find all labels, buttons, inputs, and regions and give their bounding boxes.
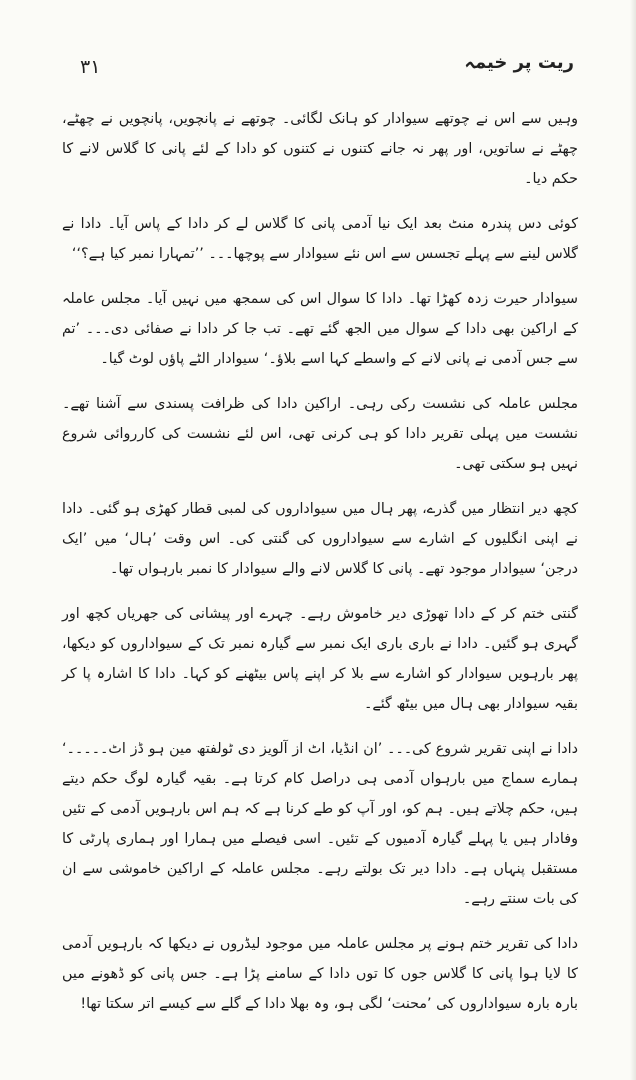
- paragraph: مجلس عاملہ کی نشست رکی رہی۔ اراکین دادا کی ظرافت پسندی سے آشنا تھے۔ نشست میں پہلی تقریر دادا کو ہی کرنی تھی، اس لئے نشست کی کارروائی شروع نہیں ہو سکتی تھی۔: [62, 396, 578, 472]
- paragraph: دادا نے اپنی تقریر شروع کی۔۔۔ ’ان انڈیا، اٹ از آلویز دی ٹولفتھ مین ہو ڈز اٹ۔۔۔۔۔‘ ہمارے سماج میں بارہواں آدمی ہی دراصل کام کرتا ہے۔ بقیہ گیارہ لوگ حکم دیتے ہیں، حکم چلاتے ہیں۔ ہم کو، اور آپ کو طے کرنا ہے کہ ہم اس بارہویں آدمی کے تئیں وفادار ہیں یا پہلے گیارہ آدمیوں کے تئیں۔ اسی فیصلے میں ہمارا اور ہماری پارٹی کا مستقبل پنہاں ہے۔ دادا دیر تک بولتے رہے۔ مجلس عاملہ کے اراکین خاموشی سے ان کی بات سنتے رہے۔: [62, 741, 578, 907]
- page-number: ۳۱: [80, 56, 101, 78]
- paragraph: کوئی دس پندرہ منٹ بعد ایک نیا آدمی پانی کا گلاس لے کر دادا کے پاس آیا۔ دادا نے گلاس لینے سے پہلے تجسس سے اس نئے سیوادار سے پوچھا۔۔۔ ’’تمہارا نمبر کیا ہے؟‘‘: [62, 216, 578, 262]
- paragraph: سیوادار حیرت زدہ کھڑا تھا۔ دادا کا سوال اس کی سمجھ میں نہیں آیا۔ مجلس عاملہ کے اراکین بھی دادا کے سوال میں الجھ گئے تھے۔ تب جا کر دادا نے صفائی دی۔۔۔ ’تم سے جس آدمی نے پانی لانے کے واسطے کہا اسے بلاؤ۔‘ سیوادار الٹے پاؤں لوٹ گیا۔: [62, 291, 578, 367]
- running-title: ریت پر خیمہ: [464, 52, 574, 73]
- paragraph: دادا کی تقریر ختم ہونے پر مجلس عاملہ میں موجود لیڈروں نے دیکھا کہ بارہویں آدمی کا لایا ہوا پانی کا گلاس جوں کا توں دادا کے سامنے پڑا ہے۔ جس پانی کو ڈھونے میں بارہ بارہ سیواداروں کی ’محنت‘ لگی ہو، وہ بھلا دادا کے گلے سے کیسے اتر سکتا تھا!: [62, 936, 578, 1012]
- page-edge-shadow: [630, 0, 636, 1080]
- paragraph: گنتی ختم کر کے دادا تھوڑی دیر خاموش رہے۔ چہرے اور پیشانی کی جھریاں کچھ اور گہری ہو گئیں۔ دادا نے باری باری ایک نمبر سے گیارہ نمبر تک کے سیواداروں کو دیکھا، پھر بارہویں سیوادار کو اشارے سے بلا کر اپنے پاس بیٹھنے کو کہا۔ دادا کا اشارہ پا کر بقیہ سیوادار بھی ہال میں بیٹھ گئے۔: [62, 606, 578, 712]
- paragraph: کچھ دیر انتظار میں گذرے، پھر ہال میں سیواداروں کی لمبی قطار کھڑی ہو گئی۔ دادا نے اپنی انگلیوں کے اشارے سے سیواداروں کی گنتی کی۔ اس وقت ’ہال‘ میں ’ایک درجن‘ سیوادار موجود تھے۔ پانی کا گلاس لانے والے سیوادار کا نمبر بارہواں تھا۔: [62, 501, 578, 577]
- paragraph: وہیں سے اس نے چوتھے سیوادار کو ہانک لگائی۔ چوتھے نے پانچویں، پانچویں نے چھٹے، چھٹے نے ساتویں، اور پھر نہ جانے کتنوں نے کتنوں کو دادا کے لئے پانی کا گلاس لانے کا حکم دیا۔: [62, 111, 578, 187]
- body-text: [62, 104, 578, 1034]
